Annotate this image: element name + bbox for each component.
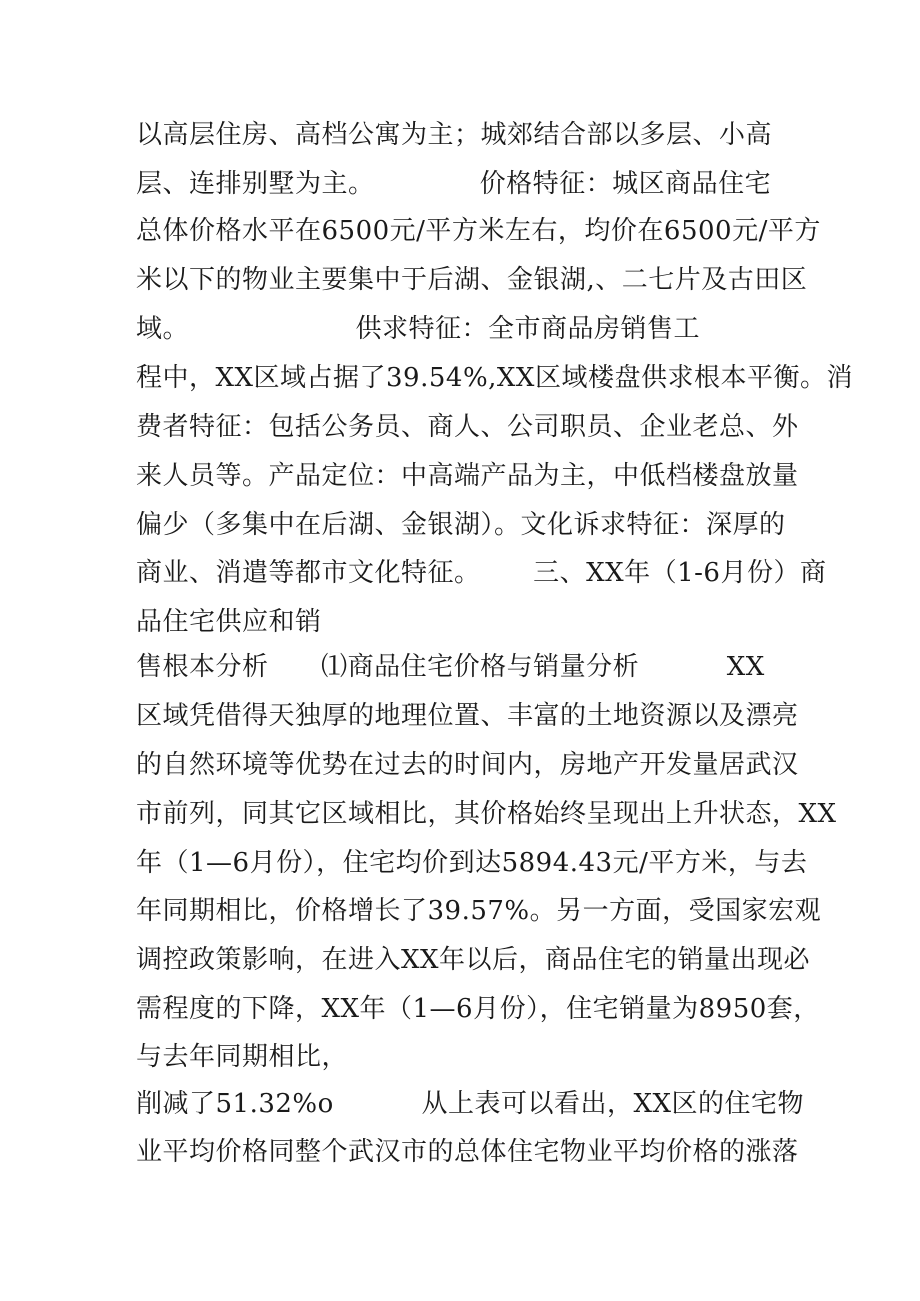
text-line-9: 偏少（多集中在后湖、金银湖）。文化诉求特征：深厚的 bbox=[136, 510, 786, 540]
text-line-14: 的自然环境等优势在过去的时间内，房地产开发量居武汉 bbox=[136, 750, 799, 780]
text-line-17: 年同期相比，价格增长了39.57%。另一方面，受国家宏观 bbox=[136, 896, 822, 926]
text-line-6: 程中，XX区域占据了39.54%,XX区域楼盘供求根本平衡。消 bbox=[136, 363, 853, 393]
text-line-15: 市前列，同其它区域相比，其价格始终呈现出上升状态，XX bbox=[136, 799, 837, 829]
text-line-7: 费者特征：包括公务员、商人、公司职员、企业老总、外 bbox=[136, 412, 799, 442]
text-line-4: 米以下的物业主要集中于后湖、金银湖,、二七片及古田区 bbox=[136, 265, 808, 295]
text-line-5: 域。 供求特征：全市商品房销售工 bbox=[136, 314, 701, 344]
text-line-13: 区域凭借得天独厚的地理位置、丰富的土地资源以及漂亮 bbox=[136, 701, 799, 731]
text-line-12: 售根本分析 ⑴商品住宅价格与销量分析 XX bbox=[136, 652, 765, 682]
text-line-8: 来人员等。产品定位：中高端产品为主，中低档楼盘放量 bbox=[136, 461, 799, 491]
text-line-2: 层、连排别墅为主。 价格特征：城区商品住宅 bbox=[136, 169, 772, 199]
text-line-11: 品住宅供应和销 bbox=[136, 607, 322, 637]
text-line-18: 调控政策影响，在进入XX年以后，商品住宅的销量出现必 bbox=[136, 945, 811, 975]
text-line-22: 业平均价格同整个武汉市的总体住宅物业平均价格的涨落 bbox=[136, 1137, 799, 1167]
text-line-1: 以高层住房、高档公寓为主；城郊结合部以多层、小高 bbox=[136, 120, 773, 150]
text-line-3: 总体价格水平在6500元/平方米左右，均价在6500元/平方 bbox=[136, 216, 821, 246]
text-line-21: 削减了51.32%o 从上表可以看出，XX区的住宅物 bbox=[136, 1089, 804, 1119]
text-line-10: 商业、消遣等都市文化特征。 三、XX年（1-6月份）商 bbox=[136, 558, 827, 588]
text-line-19: 需程度的下降，XX年（1—6月份），住宅销量为8950套， bbox=[136, 994, 820, 1024]
text-line-20: 与去年同期相比， bbox=[136, 1042, 349, 1072]
text-line-16: 年（1—6月份），住宅均价到达5894.43元/平方米，与去 bbox=[136, 848, 808, 878]
